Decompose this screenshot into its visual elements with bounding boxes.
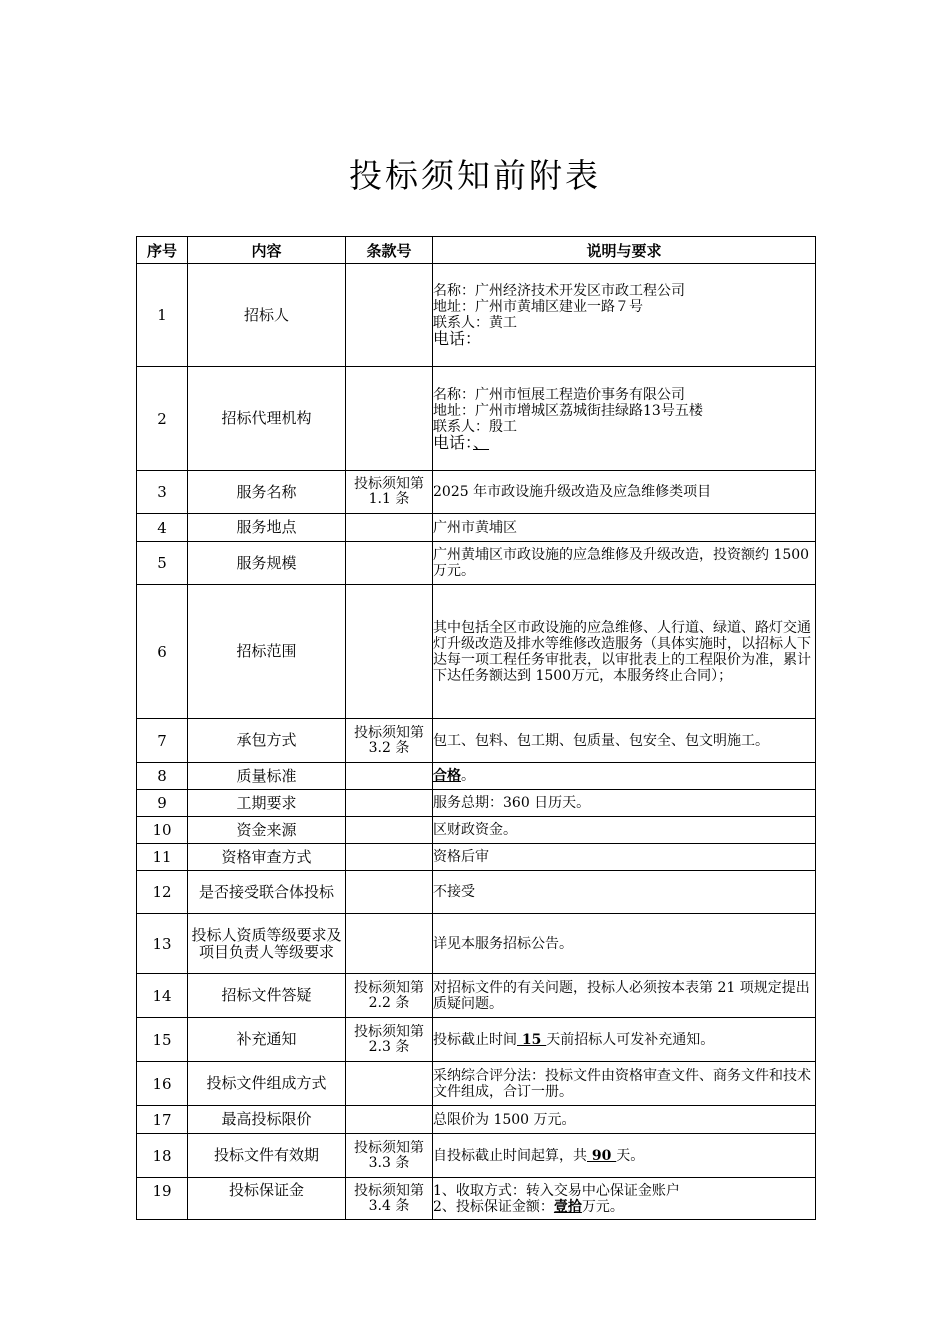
row-clause [346,585,433,719]
tenderer-phone: 电话： [433,329,482,348]
header-item: 内容 [188,237,346,264]
agent-phone: 电话： [433,432,474,452]
row-no: 12 [137,871,188,914]
row-item: 服务地点 [188,514,346,542]
row-clause [346,264,433,367]
table-row [137,471,816,514]
bid-instructions-table [136,236,816,1220]
row-clause: 投标须知第 3.2 条 [346,719,433,763]
row-clause [346,763,433,790]
row-no: 13 [137,914,188,974]
row-item: 补充通知 [188,1018,346,1062]
row-desc: 合格。 [433,763,816,790]
row-desc: 总限价为 1500 万元。 [433,1106,816,1134]
row-clause: 投标须知第 2.2 条 [346,974,433,1018]
agent-phone-underline: 、 [473,432,490,452]
notice-days-value: 15 [517,1031,547,1048]
row-no: 7 [137,719,188,763]
row-clause: 投标须知第 3.4 条 [346,1178,433,1220]
row-item: 资格审查方式 [188,844,346,871]
agent-phone-line [433,432,815,452]
row-no: 2 [137,367,188,471]
row-clause [346,790,433,817]
row-clause [346,817,433,844]
row-clause [346,1062,433,1106]
row-no: 11 [137,844,188,871]
row-desc [433,264,816,367]
table-row [137,1062,816,1106]
row-clause [346,1106,433,1134]
row-no: 17 [137,1106,188,1134]
tenderer-address: 地址：广州市黄埔区建业一路７号 [433,299,643,315]
quality-standard-value: 合格 [433,768,461,784]
row-clause [346,542,433,585]
row-desc: 服务总期：360 日历天。 [433,790,816,817]
row-item: 是否接受联合体投标 [188,871,346,914]
row-desc: 详见本服务招标公告。 [433,914,816,974]
row-desc: 2025 年市政设施升级改造及应急维修类项目 [433,471,816,514]
row-no: 4 [137,514,188,542]
row-desc: 资格后审 [433,844,816,871]
row-desc [433,367,816,471]
row-no: 18 [137,1134,188,1178]
table-row [137,974,816,1018]
row-no: 3 [137,471,188,514]
row-item: 招标代理机构 [188,367,346,471]
row-item: 最高投标限价 [188,1106,346,1134]
row-no: 15 [137,1018,188,1062]
row-no: 6 [137,585,188,719]
row-clause: 投标须知第 1.1 条 [346,471,433,514]
row-no: 14 [137,974,188,1018]
table-row [137,817,816,844]
row-no: 10 [137,817,188,844]
header-no: 序号 [137,237,188,264]
row-item: 投标人资质等级要求及项目负责人等级要求 [188,914,346,974]
table-row [137,1178,816,1220]
row-desc: 投标截止时间 15 天前招标人可发补充通知。 [433,1018,816,1062]
table-row [137,1106,816,1134]
table-row [137,542,816,585]
row-desc: 采纳综合评分法：投标文件由资格审查文件、商务文件和技术文件组成，合订一册。 [433,1062,816,1106]
row-desc [433,1178,816,1220]
row-desc: 区财政资金。 [433,817,816,844]
table-row [137,763,816,790]
table-row [137,719,816,763]
table-row [137,1018,816,1062]
agent-address: 地址：广州市增城区荔城街挂绿路13号五楼 [433,402,703,419]
row-no: 16 [137,1062,188,1106]
tenderer-name: 名称：广州经济技术开发区市政工程公司 [433,283,685,299]
table-row [137,790,816,817]
deposit-method: 1、收取方式：转入交易中心保证金账户 [433,1182,680,1199]
row-desc: 对招标文件的有关问题，投标人必须按本表第 21 项规定提出质疑问题。 [433,974,816,1018]
row-clause [346,367,433,471]
row-desc: 广州黄埔区市政设施的应急维修及升级改造，投资额约 1500 万元。 [433,542,816,585]
page-title: 投标须知前附表 [349,156,601,195]
deposit-amount-value: 壹拾 [553,1198,582,1215]
row-item: 承包方式 [188,719,346,763]
agent-name: 名称：广州市恒展工程造价事务有限公司 [433,386,685,403]
row-no: 1 [137,264,188,367]
row-desc: 不接受 [433,871,816,914]
table-row [137,914,816,974]
row-desc: 包工、包料、包工期、包质量、包安全、包文明施工。 [433,719,816,763]
row-clause [346,844,433,871]
table-row [137,367,816,471]
table-row [137,585,816,719]
agent-contact: 联系人：殷工 [433,418,517,435]
row-desc: 其中包括全区市政设施的应急维修、人行道、绿道、路灯交通灯升级改造及排水等维修改造服务（具体实施时，以招标人下达每一项工程任务审批表，以审批表上的工程限价为准，累计下达任务额达到 1500万元，本服务终止合同）； [433,585,816,719]
row-item: 招标范围 [188,585,346,719]
validity-days-value: 90 [587,1147,617,1164]
row-item: 投标文件组成方式 [188,1062,346,1106]
row-desc: 广州市黄埔区 [433,514,816,542]
header-clause: 条款号 [346,237,433,264]
row-item: 招标文件答疑 [188,974,346,1018]
row-no: 5 [137,542,188,585]
table-row [137,1134,816,1178]
row-no: 19 [137,1178,188,1220]
row-desc: 自投标截止时间起算，共 90 天。 [433,1134,816,1178]
row-item: 工期要求 [188,790,346,817]
row-clause [346,914,433,974]
row-item: 服务名称 [188,471,346,514]
table-row [137,514,816,542]
row-clause: 投标须知第 3.3 条 [346,1134,433,1178]
row-clause [346,514,433,542]
header-desc: 说明与要求 [433,237,816,264]
row-item: 质量标准 [188,763,346,790]
row-item: 服务规模 [188,542,346,585]
row-item: 招标人 [188,264,346,367]
table-header-row [137,237,816,264]
row-clause [346,871,433,914]
table-row [137,871,816,914]
row-clause: 投标须知第 2.3 条 [346,1018,433,1062]
tenderer-contact: 联系人：黄工 [433,315,517,331]
row-item: 投标文件有效期 [188,1134,346,1178]
deposit-amount-line: 2、投标保证金额：壹拾万元。 [433,1198,624,1215]
table-row [137,264,816,367]
row-item: 资金来源 [188,817,346,844]
table-row [137,844,816,871]
row-no: 8 [137,763,188,790]
row-item: 投标保证金 [188,1178,346,1220]
row-no: 9 [137,790,188,817]
